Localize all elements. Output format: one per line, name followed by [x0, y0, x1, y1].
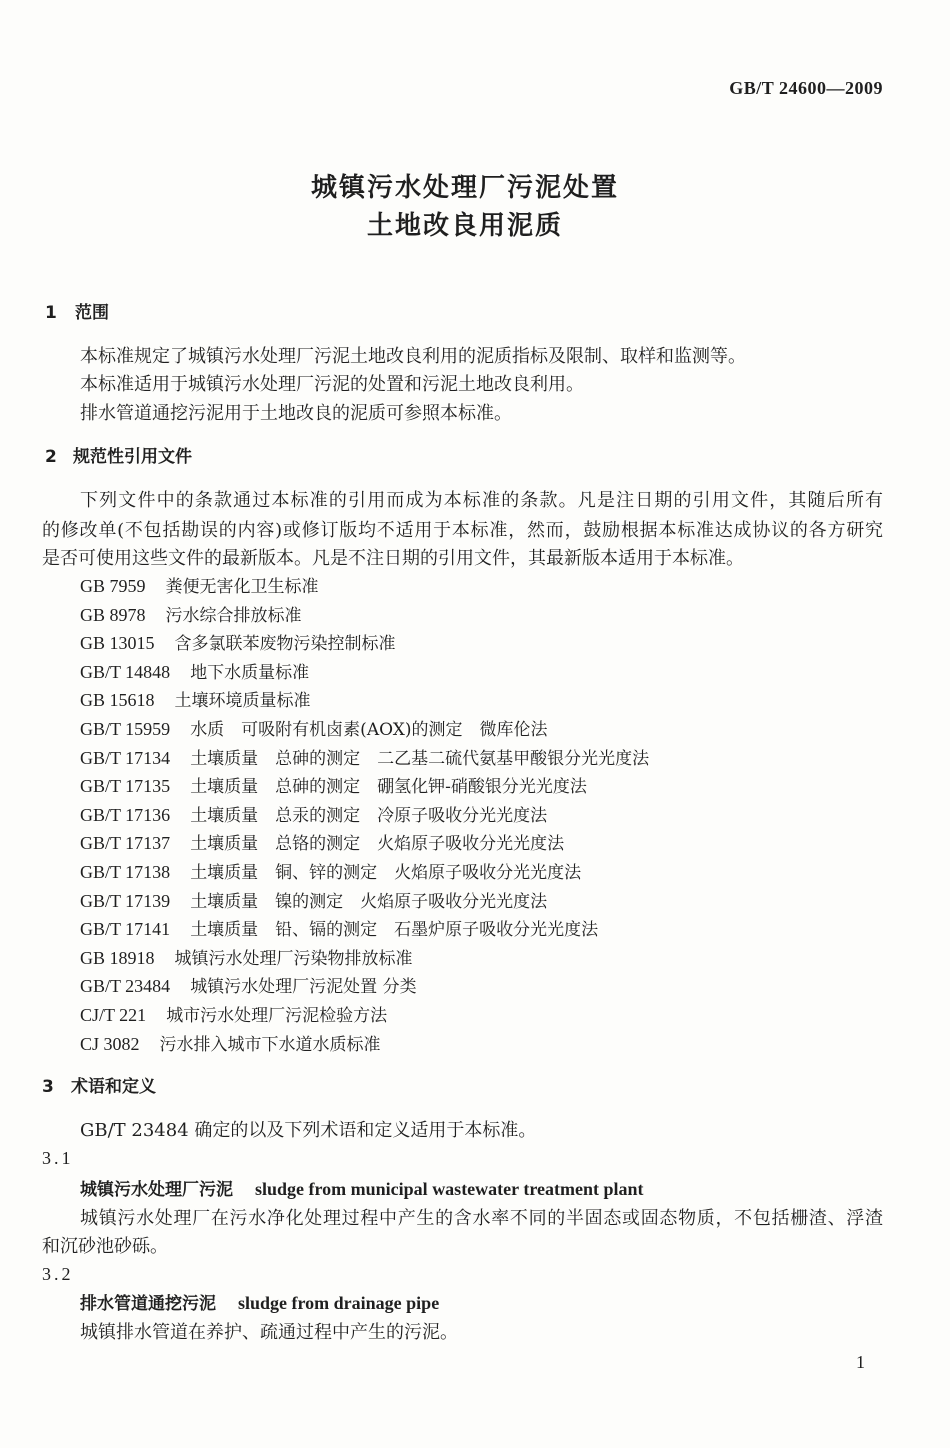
reference-code: GB/T 17136: [80, 804, 171, 825]
reference-code: GB/T 17134: [80, 747, 171, 768]
reference-title: 粪便无害化卫生标准: [165, 577, 319, 597]
reference-code: GB 7959: [80, 576, 146, 596]
reference-code: CJ/T 221: [80, 1004, 147, 1025]
reference-item: [80, 1001, 649, 1030]
definition-line: 城镇排水管道在养护、疏通过程中产生的污泥。: [80, 1322, 458, 1343]
paragraph-line: 是否可使用这些文件的最新版本。凡是不注日期的引用文件，其最新版本适用于本标准。: [42, 548, 744, 569]
reference-title: 土壤质量 总砷的测定 硼氢化钾-硝酸银分光光度法: [190, 777, 587, 798]
reference-title: 城镇污水处理厂污泥处置 分类: [190, 977, 417, 998]
reference-title: 城市污水处理厂污泥检验方法: [166, 1005, 388, 1026]
paragraph-line: 的修改单(不包括勘误的内容)或修订版均不适用于本标准，然而，鼓励根据本标准达成协议的各方研究: [42, 520, 883, 541]
section-heading: 术语和定义: [71, 1077, 156, 1097]
section-heading: 范围: [75, 303, 109, 323]
reference-code: GB 15618: [80, 690, 155, 711]
reference-item: [80, 801, 649, 830]
reference-title: 水质 可吸附有机卤素(AOX)的测定 微库伦法: [190, 719, 548, 740]
definition-line: 和沉砂池砂砾。: [42, 1236, 168, 1257]
reference-code: GB/T 15959: [80, 718, 171, 739]
reference-code: GB/T 14848: [80, 661, 171, 682]
reference-title: 土壤环境质量标准: [174, 691, 311, 712]
document-title-line-1: 城镇污水处理厂污泥处置: [310, 173, 619, 203]
term-entry: [80, 1289, 439, 1317]
reference-title: 土壤质量 总汞的测定 冷原子吸收分光光度法: [190, 805, 548, 826]
reference-title: 污水排入城市下水道水质标准: [159, 1034, 381, 1055]
reference-item: [80, 972, 649, 1001]
reference-title: 土壤质量 总铬的测定 火焰原子吸收分光光度法: [190, 834, 565, 855]
section-number: 3: [42, 1077, 54, 1097]
term-chinese: 排水管道通挖污泥: [80, 1294, 216, 1314]
paragraph: 本标准适用于城镇污水处理厂污泥的处置和污泥土地改良利用。: [80, 374, 584, 395]
term-english: sludge from municipal wastewater treatment plant: [255, 1179, 644, 1199]
reference-item: [80, 658, 649, 687]
section-number: 1: [45, 303, 57, 323]
term-english: sludge from drainage pipe: [238, 1293, 440, 1313]
reference-item: [80, 944, 649, 973]
reference-item: [80, 887, 649, 916]
definition-line: 城镇污水处理厂在污水净化处理过程中产生的含水率不同的半固态或固态物质，不包括栅渣、浮渣: [80, 1208, 883, 1229]
reference-code: GB/T 17141: [80, 919, 171, 940]
clause-number: 3.1: [42, 1148, 74, 1168]
paragraph: 排水管道通挖污泥用于土地改良的泥质可参照本标准。: [80, 403, 512, 424]
reference-code: GB 13015: [80, 633, 155, 654]
reference-code: GB/T 17138: [80, 861, 171, 882]
standard-number: GB/T 24600—2009: [729, 78, 883, 98]
term-entry: [80, 1175, 643, 1203]
reference-code: GB/T 17139: [80, 890, 171, 911]
reference-item: [80, 601, 649, 630]
reference-code: CJ 3082: [80, 1033, 140, 1054]
reference-list: [80, 572, 649, 1058]
paragraph: 本标准规定了城镇污水处理厂污泥土地改良利用的泥质指标及限制、取样和监测等。: [80, 346, 746, 367]
section-number: 2: [45, 447, 57, 467]
reference-item: [80, 858, 649, 887]
reference-title: 土壤质量 铅、镉的测定 石墨炉原子吸收分光光度法: [190, 920, 599, 941]
term-chinese: 城镇污水处理厂污泥: [80, 1180, 233, 1200]
reference-item: [80, 915, 649, 944]
section-heading: 规范性引用文件: [73, 447, 192, 467]
reference-title: 城镇污水处理厂污染物排放标准: [174, 948, 413, 969]
reference-title: 含多氯联苯废物污染控制标准: [174, 634, 396, 655]
reference-item: [80, 686, 649, 715]
paragraph-line: 下列文件中的条款通过本标准的引用而成为本标准的条款。凡是注日期的引用文件，其随后所有: [80, 490, 883, 511]
clause-number: 3.2: [42, 1264, 74, 1284]
reference-code: GB/T 17135: [80, 776, 171, 797]
reference-item: [80, 829, 649, 858]
reference-code: GB 8978: [80, 604, 146, 625]
reference-item: [80, 744, 649, 773]
reference-item: [80, 572, 649, 601]
reference-title: 污水综合排放标准: [165, 605, 302, 626]
reference-title: 地下水质量标准: [190, 662, 310, 683]
reference-code: GB/T 23484: [80, 976, 171, 997]
reference-code: GB/T 17137: [80, 833, 171, 854]
reference-item: [80, 715, 649, 744]
reference-item: [80, 772, 649, 801]
document-title-line-2: 土地改良用泥质: [366, 211, 563, 241]
reference-title: 土壤质量 镍的测定 火焰原子吸收分光光度法: [190, 891, 548, 912]
reference-title: 土壤质量 总砷的测定 二乙基二硫代氨基甲酸银分光光度法: [190, 748, 650, 769]
reference-title: 土壤质量 铜、锌的测定 火焰原子吸收分光光度法: [190, 862, 582, 883]
reference-code: GB 18918: [80, 947, 155, 968]
paragraph: GB/T 23484 确定的以及下列术语和定义适用于本标准。: [80, 1120, 537, 1141]
reference-item: [80, 629, 649, 658]
page-number: 1: [856, 1352, 865, 1372]
reference-item: [80, 1030, 649, 1059]
